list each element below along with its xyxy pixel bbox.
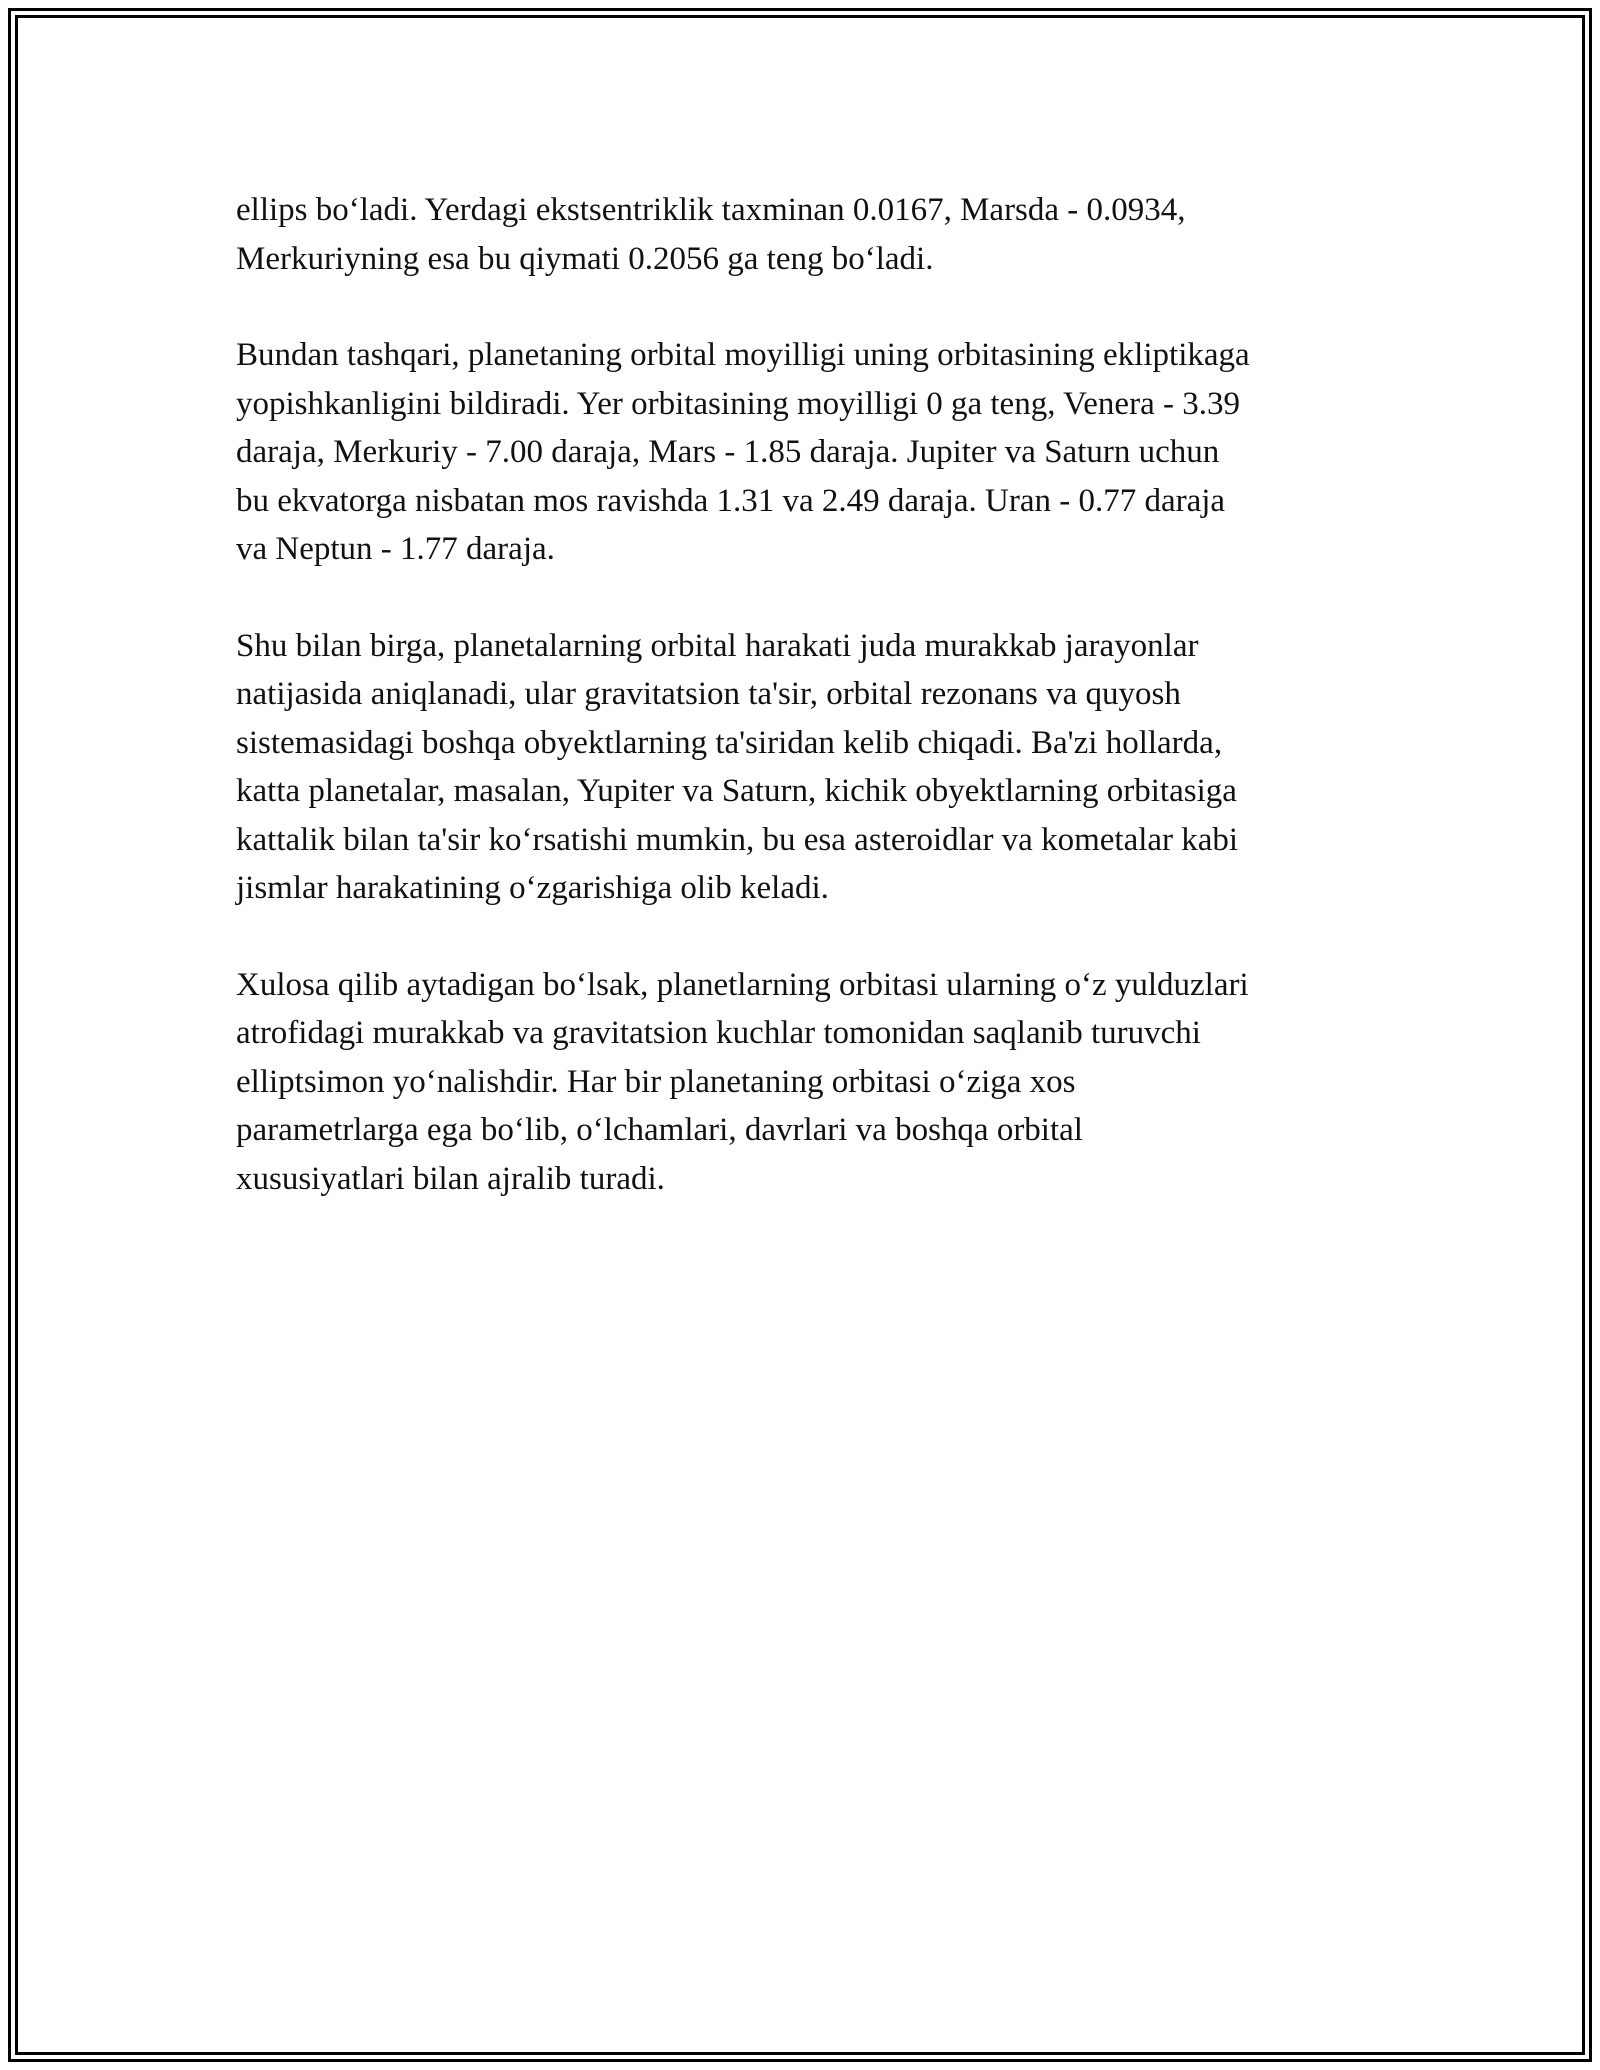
paragraph-conclusion: Xulosa qilib aytadigan bo‘lsak, planetlarning orbitasi ularning o‘z yulduzlari atrofidagi murakkab va gravitatsion kuchlar tomonidan saqlanib turuvchi elliptsimon yo‘nalishdir. Har bir planetaning orbitasi o‘ziga xos parametrlarga ega bo‘lib, o‘lchamlari, davrlari va boshqa orbital xususiyatlari bilan ajralib turadi. <box>236 966 1249 1197</box>
paragraph-orbital-inclination: Bundan tashqari, planetaning orbital moyilligi uning orbitasining ekliptikaga yopishkanligini bildiradi. Yer orbitasining moyilligi 0 ga teng, Venera - 3.39 daraja, Merkuriy - 7.00 daraja, Mars - 1.85 daraja. Jupiter va Saturn uchun bu ekvatorga nisbatan mos ravishda 1.31 va 2.49 daraja. Uran - 0.77 daraja va Neptun - 1.77 daraja. <box>236 337 1250 567</box>
paragraph-orbital-motion: Shu bilan birga, planetalarning orbital harakati juda murakkab jarayonlar natijasida aniqlanadi, ular gravitatsion ta'sir, orbital rezonans va quyosh sistemasidagi boshqa obyektlarning ta'siridan kelib chiqadi. Ba'zi hollarda, katta planetalar, masalan, Yupiter va Saturn, kichik obyektlarning orbitasiga kattalik bilan ta'sir ko‘rsatishi mumkin, bu esa asteroidlar va kometalar kabi jismlar harakatining o‘zgarishiga olib keladi. <box>236 627 1239 906</box>
document-body <box>236 186 1376 1251</box>
paragraph-eccentricity: ellips bo‘ladi. Yerdagi ekstsentriklik taxminan 0.0167, Marsda - 0.0934, Merkuriyning esa bu qiymati 0.2056 ga teng bo‘ladi. <box>236 192 1186 277</box>
